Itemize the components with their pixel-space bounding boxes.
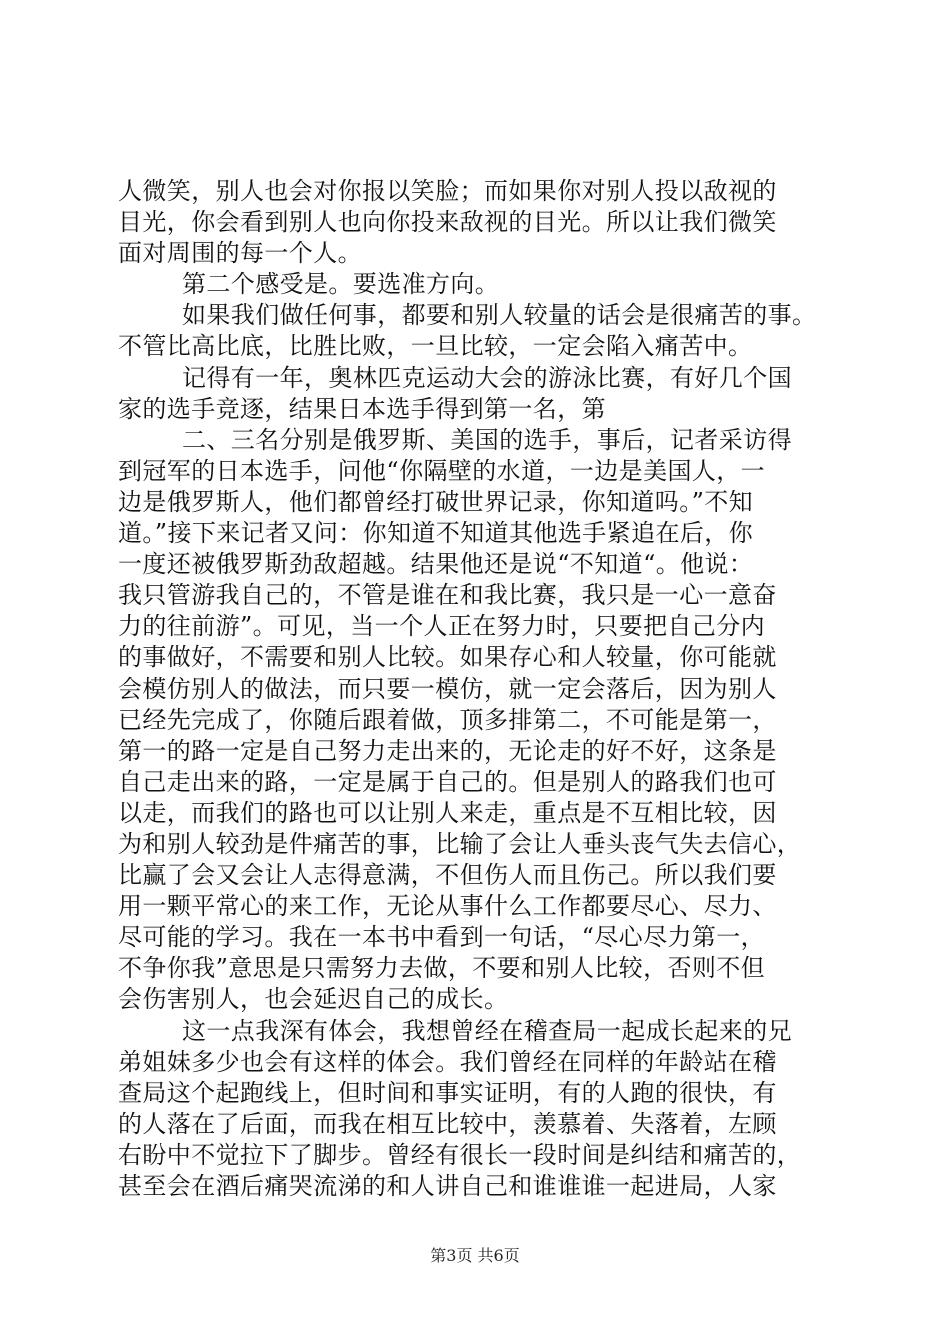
text-line: 我只管游我自己的，不管是谁在和我比赛，我只是一心一意奋 — [118, 581, 777, 610]
text-line: 如果我们做任何事，都要和别人较量的话会是很痛苦的事。 — [182, 301, 817, 330]
page-number-footer: 第3页 共6页 — [430, 1246, 520, 1265]
text-line: 会伤害别人，也会延迟自己的成长。 — [118, 985, 509, 1014]
text-line: 一度还被俄罗斯劲敌超越。结果他还是说“不知道“。他说： — [118, 550, 754, 579]
text-line: 为和别人较劲是件痛苦的事，比输了会让人垂头丧气失去信心， — [118, 829, 802, 858]
text-line: 尽可能的学习。我在一本书中看到一句话，“尽心尽力第一， — [118, 923, 766, 952]
text-line: 弟姐妹多少也会有这样的体会。我们曾经在同样的年龄站在稽 — [118, 1047, 777, 1076]
text-line: 力的往前游”。可见，当一个人正在努力时，只要把自己分内 — [118, 612, 766, 641]
text-line: 记得有一年，奥林匹克运动大会的游泳比赛，有好几个国 — [182, 363, 792, 392]
text-line: 的人落在了后面，而我在相互比较中，羡慕着、失落着，左顾 — [118, 1109, 777, 1138]
text-line: 甚至会在酒后痛哭流涕的和人讲自己和谁谁谁一起进局，人家 — [118, 1172, 777, 1200]
text-line: 道。”接下来记者又问：你知道不知道其他选手紧追在后，你 — [118, 519, 754, 548]
text-line: 这一点我深有体会，我想曾经在稽查局一起成长起来的兄 — [182, 1016, 792, 1045]
text-line: 比赢了会又会让人志得意满，不但伤人而且伤己。所以我们要 — [118, 861, 777, 890]
text-line: 查局这个起跑线上，但时间和事实证明，有的人跑的很快，有 — [118, 1078, 777, 1107]
text-line: 不管比高比底，比胜比败，一旦比较，一定会陷入痛苦中。 — [118, 332, 753, 361]
document-body — [118, 176, 838, 1202]
text-line: 不争你我”意思是只需努力去做，不要和别人比较，否则不但 — [118, 954, 766, 983]
text-line: 以走，而我们的路也可以让别人来走，重点是不互相比较，因 — [118, 798, 777, 827]
text-line: 边是俄罗斯人，他们都曾经打破世界记录，你知道吗。”不知 — [118, 487, 754, 516]
text-line: 的事做好，不需要和别人比较。如果存心和人较量，你可能就 — [118, 643, 777, 672]
text-line: 用一颗平常心的来工作，无论从事什么工作都要尽心、尽力、 — [118, 892, 777, 921]
text-line: 家的选手竞逐，结果日本选手得到第一名，第 — [118, 394, 606, 423]
text-line: 面对周围的每一个人。 — [118, 239, 362, 268]
text-line: 会模仿别人的做法，而只要一模仿，就一定会落后，因为别人 — [118, 674, 777, 703]
text-line: 人微笑，别人也会对你报以笑脸；而如果你对别人投以敌视的 — [118, 177, 777, 205]
text-line: 目光，你会看到别人也向你投来敌视的目光。所以让我们微笑 — [118, 208, 777, 237]
text-line: 右盼中不觉拉下了脚步。曾经有很长一段时间是纠结和痛苦的， — [118, 1140, 802, 1169]
text-line: 已经先完成了，你随后跟着做，顶多排第二，不可能是第一， — [118, 705, 777, 734]
text-line: 到冠军的日本选手，问他“你隔壁的水道，一边是美国人，一 — [118, 456, 766, 485]
text-line: 第二个感受是。要选准方向。 — [182, 270, 500, 299]
text-line: 二、三名分别是俄罗斯、美国的选手，事后，记者采访得 — [182, 425, 792, 454]
text-line: 第一的路一定是自己努力走出来的，无论走的好不好，这条是 — [118, 736, 777, 765]
text-line: 自己走出来的路，一定是属于自己的。但是别人的路我们也可 — [118, 767, 777, 796]
